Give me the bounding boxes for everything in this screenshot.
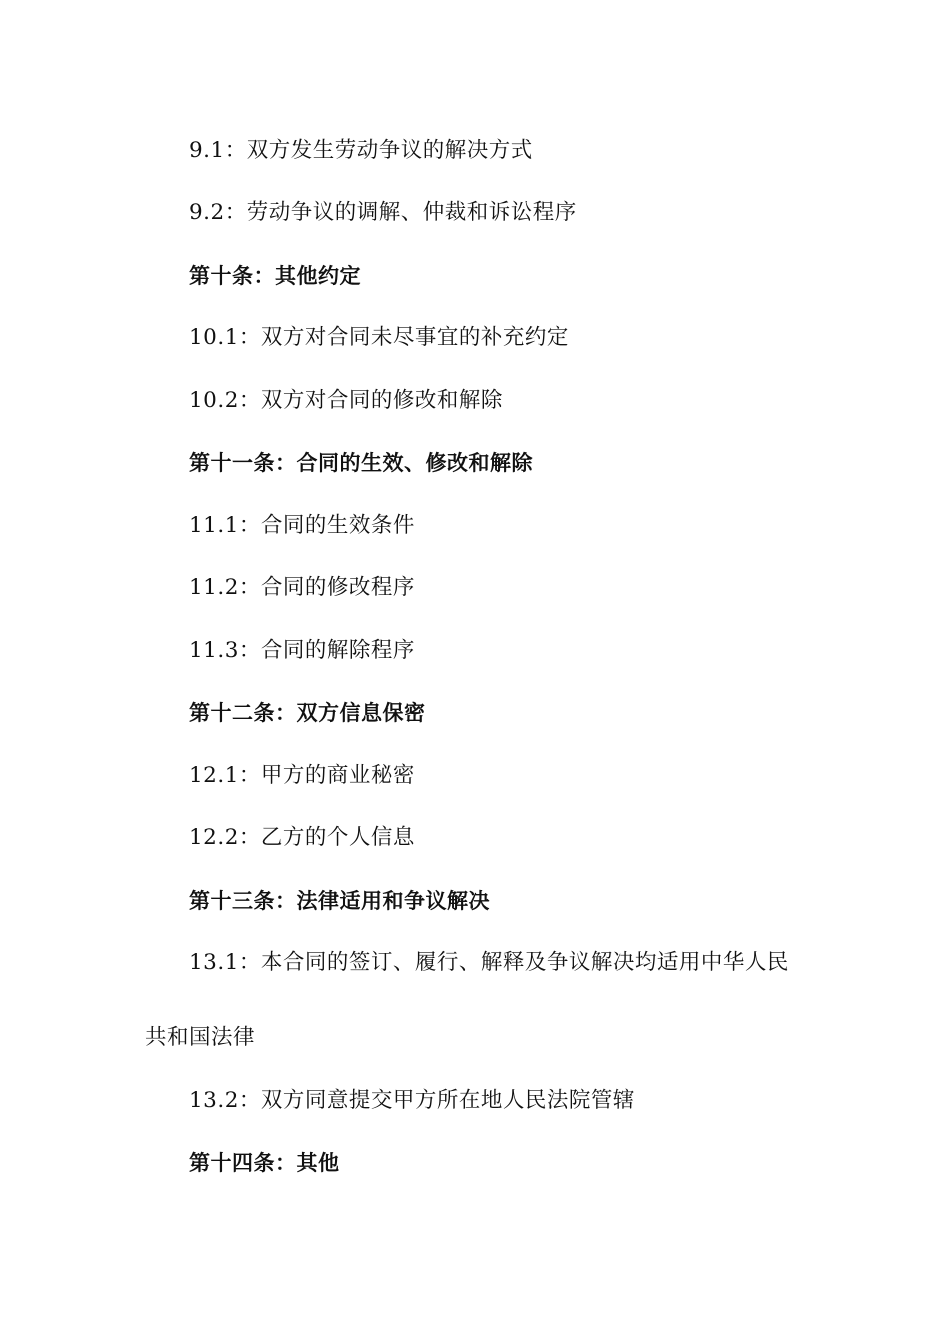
article-12-heading: 第十二条：双方信息保密 — [189, 701, 426, 725]
article-10-heading: 第十条：其他约定 — [189, 264, 361, 288]
article-11-heading: 第十一条：合同的生效、修改和解除 — [189, 451, 533, 475]
clause-10-2: 10.2：双方对合同的修改和解除 — [189, 388, 503, 413]
clause-13-1-continuation: 共和国法律 — [145, 1025, 256, 1050]
clause-10-1: 10.1：双方对合同未尽事宜的补充约定 — [189, 325, 569, 350]
clause-13-1: 13.1：本合同的签订、履行、解释及争议解决均适用中华人民 — [189, 950, 789, 975]
article-14-heading: 第十四条：其他 — [189, 1151, 340, 1175]
clause-11-2: 11.2：合同的修改程序 — [189, 575, 415, 600]
clause-9-1: 9.1：双方发生劳动争议的解决方式 — [189, 138, 533, 163]
clause-12-1: 12.1：甲方的商业秘密 — [189, 763, 415, 788]
clause-13-2: 13.2：双方同意提交甲方所在地人民法院管辖 — [189, 1088, 635, 1113]
clause-11-1: 11.1：合同的生效条件 — [189, 513, 415, 538]
clause-12-2: 12.2：乙方的个人信息 — [189, 825, 415, 850]
clause-11-3: 11.3：合同的解除程序 — [189, 638, 415, 663]
clause-9-2: 9.2：劳动争议的调解、仲裁和诉讼程序 — [189, 200, 577, 225]
article-13-heading: 第十三条：法律适用和争议解决 — [189, 889, 490, 913]
